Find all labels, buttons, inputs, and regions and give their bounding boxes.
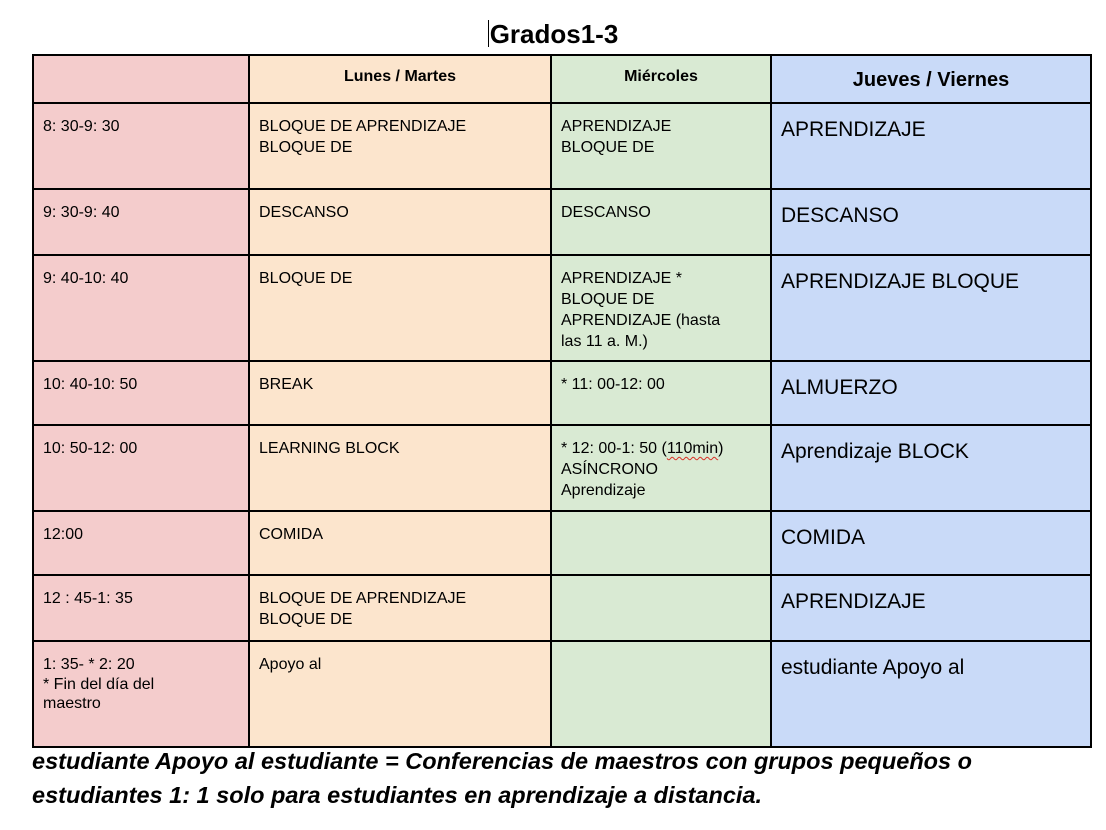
footnote bbox=[32, 744, 1092, 812]
cell-line: Aprendizaje bbox=[561, 482, 646, 499]
table-row bbox=[33, 641, 1091, 747]
time-cell bbox=[33, 361, 249, 425]
cell-line: 12:00 bbox=[43, 526, 84, 543]
time-cell bbox=[33, 255, 249, 361]
cell-line: 12 : 45-1: 35 bbox=[43, 590, 133, 607]
jueves-viernes-cell bbox=[771, 575, 1091, 641]
cell-line: APRENDIZAJE bbox=[781, 118, 926, 141]
lunes-martes-cell bbox=[249, 189, 551, 255]
jueves-viernes-cell bbox=[771, 425, 1091, 511]
cell-line: APRENDIZAJE (hasta bbox=[561, 312, 721, 329]
miercoles-cell-empty bbox=[551, 511, 771, 575]
cell-line: 9: 30-9: 40 bbox=[43, 204, 120, 221]
cell-line: * 11: 00-12: 00 bbox=[561, 376, 665, 393]
header-miercoles: Miércoles bbox=[551, 55, 771, 103]
lunes-martes-cell bbox=[249, 641, 551, 747]
cell-line: * Fin del día del bbox=[43, 676, 155, 693]
lunes-martes-cell bbox=[249, 425, 551, 511]
header-lunes-martes: Lunes / Martes bbox=[249, 55, 551, 103]
cell-line: 1: 35- * 2: 20 bbox=[43, 656, 135, 673]
jueves-viernes-cell bbox=[771, 103, 1091, 189]
miercoles-cell bbox=[551, 425, 771, 511]
cell-line: BLOQUE DE APRENDIZAJE bbox=[259, 590, 467, 607]
spellcheck-word: 110min bbox=[666, 440, 719, 457]
miercoles-cell bbox=[551, 255, 771, 361]
header-time bbox=[33, 55, 249, 103]
time-cell bbox=[33, 575, 249, 641]
cell-line: COMIDA bbox=[781, 526, 865, 549]
lunes-martes-cell bbox=[249, 361, 551, 425]
miercoles-cell bbox=[551, 103, 771, 189]
cell-line: DESCANSO bbox=[781, 204, 899, 227]
cell-line: BLOQUE DE bbox=[561, 139, 655, 156]
table-row bbox=[33, 361, 1091, 425]
cell-line: BLOQUE DE APRENDIZAJE bbox=[259, 118, 467, 135]
cell-line: APRENDIZAJE BLOQUE bbox=[781, 270, 1020, 293]
cell-line: APRENDIZAJE bbox=[781, 590, 926, 613]
time-cell bbox=[33, 189, 249, 255]
cell-line: las 11 a. M.) bbox=[561, 333, 648, 350]
cell-line-spellcheck: * 12: 00-1: 50 (110min) bbox=[561, 440, 724, 457]
lunes-martes-cell bbox=[249, 575, 551, 641]
schedule-table bbox=[32, 54, 1092, 748]
miercoles-cell-empty bbox=[551, 575, 771, 641]
cell-line: BLOQUE DE bbox=[259, 270, 353, 287]
cell-line: BLOQUE DE bbox=[259, 611, 353, 628]
cell-line: DESCANSO bbox=[259, 204, 349, 221]
cell-line: Aprendizaje BLOCK bbox=[781, 440, 969, 463]
cell-line: maestro bbox=[43, 695, 101, 712]
cell-line: BREAK bbox=[259, 376, 314, 393]
cell-line: 10: 50-12: 00 bbox=[43, 440, 138, 457]
time-cell bbox=[33, 641, 249, 747]
cell-line: 10: 40-10: 50 bbox=[43, 376, 138, 393]
cell-line: DESCANSO bbox=[561, 204, 651, 221]
lunes-martes-cell bbox=[249, 255, 551, 361]
jueves-viernes-cell bbox=[771, 255, 1091, 361]
miercoles-cell bbox=[551, 189, 771, 255]
cell-line: LEARNING BLOCK bbox=[259, 440, 400, 457]
cell-line: APRENDIZAJE bbox=[561, 118, 672, 135]
lunes-martes-cell bbox=[249, 511, 551, 575]
table-row bbox=[33, 255, 1091, 361]
jueves-viernes-cell bbox=[771, 189, 1091, 255]
footnote-line: estudiantes 1: 1 solo para estudiantes en aprendizaje a distancia. bbox=[32, 782, 763, 808]
table-row bbox=[33, 511, 1091, 575]
cell-line: 8: 30-9: 30 bbox=[43, 118, 120, 135]
time-cell bbox=[33, 103, 249, 189]
table-row bbox=[33, 425, 1091, 511]
cell-line: Apoyo al bbox=[259, 656, 322, 673]
miercoles-cell bbox=[551, 361, 771, 425]
table-row bbox=[33, 189, 1091, 255]
cell-line: 9: 40-10: 40 bbox=[43, 270, 129, 287]
time-cell bbox=[33, 425, 249, 511]
jueves-viernes-cell bbox=[771, 641, 1091, 747]
footnote-line: estudiante Apoyo al estudiante = Conferencias de maestros con grupos pequeños o bbox=[32, 748, 972, 774]
header-jueves-viernes: Jueves / Viernes bbox=[771, 55, 1091, 103]
cell-line: BLOQUE DE bbox=[259, 139, 353, 156]
cell-line: ALMUERZO bbox=[781, 376, 898, 399]
document-title bbox=[0, 16, 1106, 52]
jueves-viernes-cell bbox=[771, 511, 1091, 575]
cell-line: estudiante Apoyo al bbox=[781, 656, 965, 679]
lunes-martes-cell bbox=[249, 103, 551, 189]
jueves-viernes-cell bbox=[771, 361, 1091, 425]
cell-line: BLOQUE DE bbox=[561, 291, 655, 308]
text-cursor bbox=[488, 20, 489, 47]
table-row bbox=[33, 103, 1091, 189]
document-title-text: Grados1-3 bbox=[489, 19, 619, 49]
time-cell bbox=[33, 511, 249, 575]
cell-line: ASÍNCRONO bbox=[561, 461, 658, 478]
cell-line: APRENDIZAJE * bbox=[561, 270, 682, 287]
table-row bbox=[33, 575, 1091, 641]
cell-line: COMIDA bbox=[259, 526, 323, 543]
miercoles-cell-empty bbox=[551, 641, 771, 747]
